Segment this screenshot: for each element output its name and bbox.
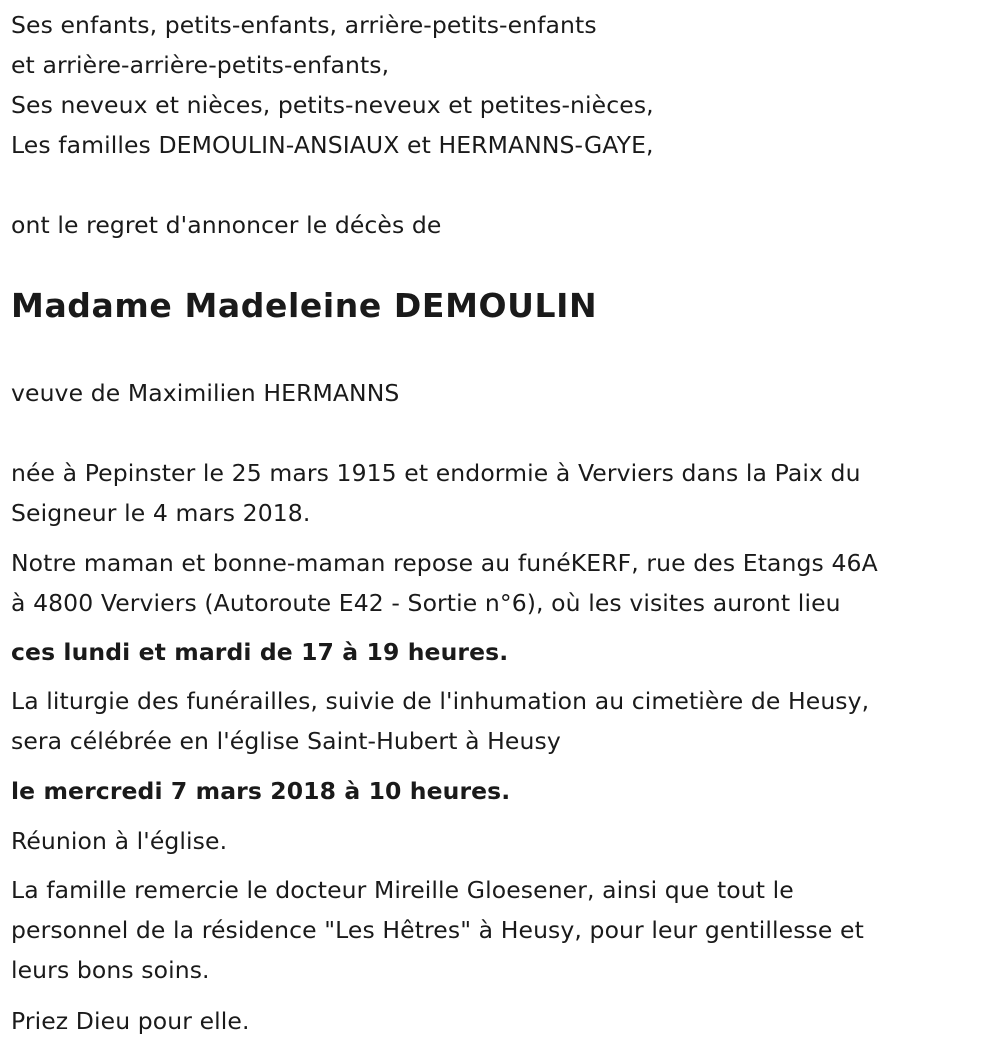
birth-death-line: née à Pepinster le 25 mars 1915 et endormie à Verviers dans la Paix du bbox=[11, 459, 861, 487]
liturgy-line: La liturgie des funérailles, suivie de l'inhumation au cimetière de Heusy, bbox=[11, 687, 870, 715]
family-line: Les familles DEMOULIN-ANSIAUX et HERMANNS-GAYE, bbox=[11, 131, 654, 159]
family-line: Ses neveux et nièces, petits-neveux et petites-nièces, bbox=[11, 91, 654, 119]
visiting-hours: ces lundi et mardi de 17 à 19 heures. bbox=[11, 638, 509, 666]
thanks-line: La famille remercie le docteur Mireille Gloesener, ainsi que tout le bbox=[11, 876, 794, 904]
closing-prayer: Priez Dieu pour elle. bbox=[11, 1007, 250, 1035]
rest-place-line: à 4800 Verviers (Autoroute E42 - Sortie n°6), où les visites auront lieu bbox=[11, 589, 841, 617]
funeral-datetime: le mercredi 7 mars 2018 à 10 heures. bbox=[11, 777, 511, 805]
family-line: et arrière-arrière-petits-enfants, bbox=[11, 51, 390, 79]
widow-of-text: veuve de Maximilien HERMANNS bbox=[11, 379, 400, 407]
liturgy-line: sera célébrée en l'église Saint-Hubert à Heusy bbox=[11, 727, 561, 755]
thanks-line: personnel de la résidence "Les Hêtres" à Heusy, pour leur gentillesse et bbox=[11, 916, 864, 944]
meeting-text: Réunion à l'église. bbox=[11, 827, 228, 855]
announcement-text: ont le regret d'annoncer le décès de bbox=[11, 211, 442, 239]
family-line: Ses enfants, petits-enfants, arrière-petits-enfants bbox=[11, 11, 597, 39]
rest-place-line: Notre maman et bonne-maman repose au funéKERF, rue des Etangs 46A bbox=[11, 549, 878, 577]
deceased-name: Madame Madeleine DEMOULIN bbox=[11, 286, 598, 325]
thanks-line: leurs bons soins. bbox=[11, 956, 210, 984]
birth-death-line: Seigneur le 4 mars 2018. bbox=[11, 499, 311, 527]
